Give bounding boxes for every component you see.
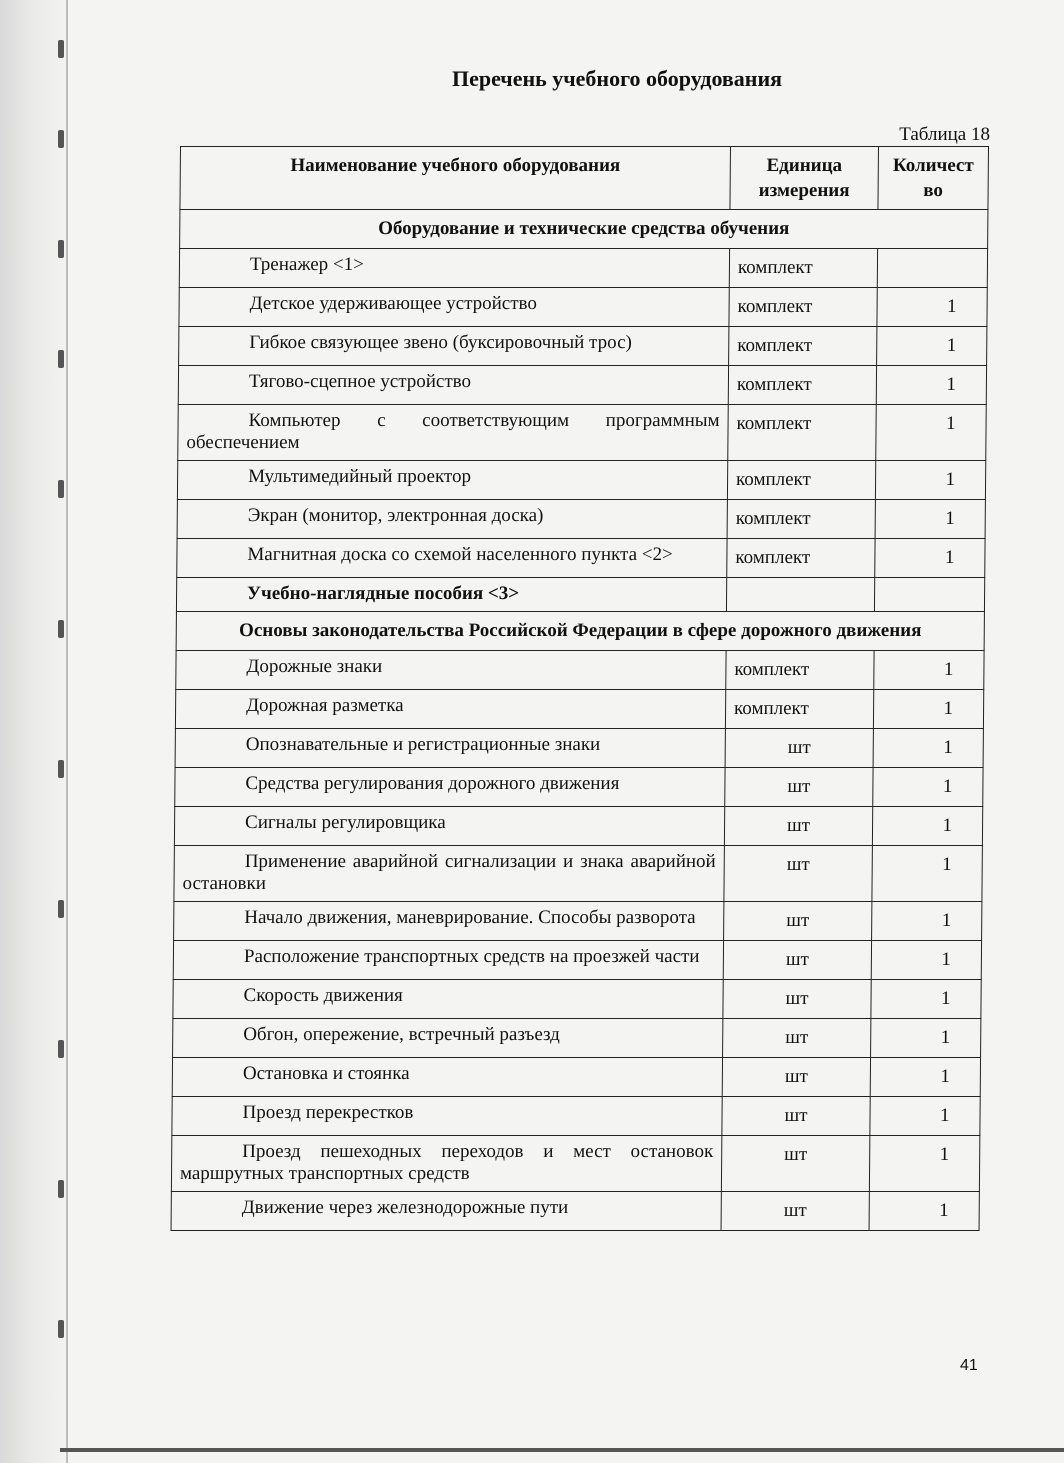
equipment-name: Экран (монитор, электронная доска) (177, 500, 727, 539)
quantity-cell: 1 (872, 807, 982, 846)
table-row (176, 651, 984, 690)
binding-hole (58, 240, 64, 258)
quantity-cell: 1 (875, 500, 985, 539)
table-row (173, 1019, 981, 1058)
binding-hole (58, 1180, 64, 1198)
equipment-name: Проезд пешеходных переходов и мест остановок маршрутных транспортных средств (171, 1136, 721, 1192)
unit-cell: комплект (729, 249, 877, 288)
table-row (177, 539, 985, 578)
quantity-cell: 1 (876, 366, 986, 405)
page-title: Перечень учебного оборудования (451, 66, 783, 91)
unit-cell: комплект (727, 539, 875, 578)
quantity-cell: 1 (871, 941, 981, 980)
unit-cell: комплект (729, 327, 877, 366)
table-row (171, 1136, 979, 1192)
page-number: 41 (960, 1357, 978, 1374)
table-row (178, 405, 986, 461)
quantity-cell: 1 (874, 651, 984, 690)
table-row (179, 327, 987, 366)
table-body (171, 210, 988, 1231)
table-row (173, 980, 981, 1019)
table-row (177, 461, 985, 500)
binding-hole (58, 350, 64, 368)
table-row (172, 1058, 980, 1097)
binding-hole (58, 480, 64, 498)
quantity-cell: 1 (870, 1058, 980, 1097)
quantity-cell: 1 (870, 1097, 980, 1136)
quantity-cell: 1 (873, 768, 983, 807)
unit-cell: шт (722, 1058, 870, 1097)
unit-cell: шт (723, 941, 871, 980)
unit-cell: комплект (726, 651, 874, 690)
quantity-cell (877, 249, 987, 288)
quantity-cell: 1 (876, 405, 986, 461)
unit-cell: шт (721, 1192, 869, 1231)
unit-cell: шт (724, 902, 872, 941)
table-section-row (176, 612, 984, 651)
equipment-name: Гибкое связующее звено (буксировочный трос) (179, 327, 729, 366)
equipment-name: Расположение транспортных средств на проезжей части (173, 941, 723, 980)
equipment-name: Движение через железнодорожные пути (171, 1192, 721, 1231)
binding-margin (0, 0, 70, 1463)
binding-hole (58, 900, 64, 918)
header-qty: Количест во (878, 147, 989, 210)
unit-cell: комплект (725, 690, 873, 729)
unit-cell: комплект (729, 288, 877, 327)
binding-hole (58, 1040, 64, 1058)
equipment-name: Опознавательные и регистрационные знаки (175, 729, 725, 768)
equipment-name: Остановка и стоянка (172, 1058, 722, 1097)
equipment-name: Скорость движения (173, 980, 723, 1019)
table-row (174, 902, 982, 941)
equipment-name: Начало движения, маневрирование. Способы разворота (174, 902, 724, 941)
quantity-cell: 1 (872, 902, 982, 941)
quantity-cell: 1 (872, 846, 982, 902)
table-row (178, 366, 986, 405)
section-title: Оборудование и технические средства обучения (180, 210, 988, 249)
quantity-cell: 1 (873, 729, 983, 768)
equipment-name: Детское удерживающее устройство (179, 288, 729, 327)
equipment-name: Магнитная доска со схемой населенного пункта <2> (177, 539, 727, 578)
quantity-cell: 1 (875, 539, 985, 578)
equipment-name: Тягово-сцепное устройство (178, 366, 728, 405)
header-name: Наименование учебного оборудования (180, 147, 731, 210)
unit-cell: шт (725, 768, 873, 807)
unit-cell: комплект (728, 366, 876, 405)
binding-hole (58, 40, 64, 58)
table-section-row (180, 210, 988, 249)
unit-cell: шт (723, 980, 871, 1019)
equipment-name: Применение аварийной сигнализации и знака аварийной остановки (174, 846, 724, 902)
equipment-name: Дорожная разметка (175, 690, 725, 729)
table-row (175, 729, 983, 768)
table-header-row (180, 147, 989, 210)
binding-hole (58, 130, 64, 148)
quantity-cell (874, 578, 984, 612)
unit-cell: шт (725, 729, 873, 768)
quantity-cell: 1 (877, 327, 987, 366)
unit-cell: шт (722, 1097, 870, 1136)
equipment-table (171, 146, 989, 1231)
equipment-name: Сигналы регулировщика (174, 807, 724, 846)
quantity-cell: 1 (871, 980, 981, 1019)
spine-line (66, 0, 68, 1463)
unit-cell: комплект (728, 405, 876, 461)
table-row (175, 768, 983, 807)
quantity-cell: 1 (869, 1192, 979, 1231)
unit-cell: комплект (727, 461, 875, 500)
binding-hole (58, 1320, 64, 1338)
quantity-cell: 1 (869, 1136, 979, 1192)
unit-cell: шт (724, 807, 872, 846)
equipment-name: Обгон, опережение, встречный разъезд (173, 1019, 723, 1058)
equipment-name: Компьютер с соответствующим программным обеспечением (178, 405, 728, 461)
table-caption: Таблица 18 (899, 124, 990, 145)
equipment-name: Учебно-наглядные пособия <3> (176, 578, 726, 612)
equipment-name: Тренажер <1> (179, 249, 729, 288)
quantity-cell: 1 (877, 288, 987, 327)
table-row (171, 1192, 979, 1231)
binding-hole (58, 760, 64, 778)
unit-cell: шт (721, 1136, 869, 1192)
equipment-name: Мультимедийный проектор (177, 461, 727, 500)
quantity-cell: 1 (873, 690, 983, 729)
unit-cell: шт (723, 1019, 871, 1058)
bottom-rule (60, 1448, 1064, 1452)
table-row (175, 690, 983, 729)
unit-cell (726, 578, 874, 612)
table-row (172, 1097, 980, 1136)
table-row (174, 846, 982, 902)
table-row (176, 578, 984, 612)
unit-cell: комплект (727, 500, 875, 539)
equipment-name: Проезд перекрестков (172, 1097, 722, 1136)
equipment-table-wrapper (171, 146, 988, 1231)
binding-hole (58, 620, 64, 638)
equipment-name: Средства регулирования дорожного движения (175, 768, 725, 807)
table-row (179, 249, 987, 288)
section-title: Основы законодательства Российской Федерации в сфере дорожного движения (176, 612, 984, 651)
unit-cell: шт (724, 846, 872, 902)
table-row (179, 288, 987, 327)
table-row (174, 807, 982, 846)
quantity-cell: 1 (875, 461, 985, 500)
quantity-cell: 1 (871, 1019, 981, 1058)
table-row (173, 941, 981, 980)
table-row (177, 500, 985, 539)
equipment-name: Дорожные знаки (176, 651, 726, 690)
header-unit: Единица измерения (730, 147, 879, 210)
